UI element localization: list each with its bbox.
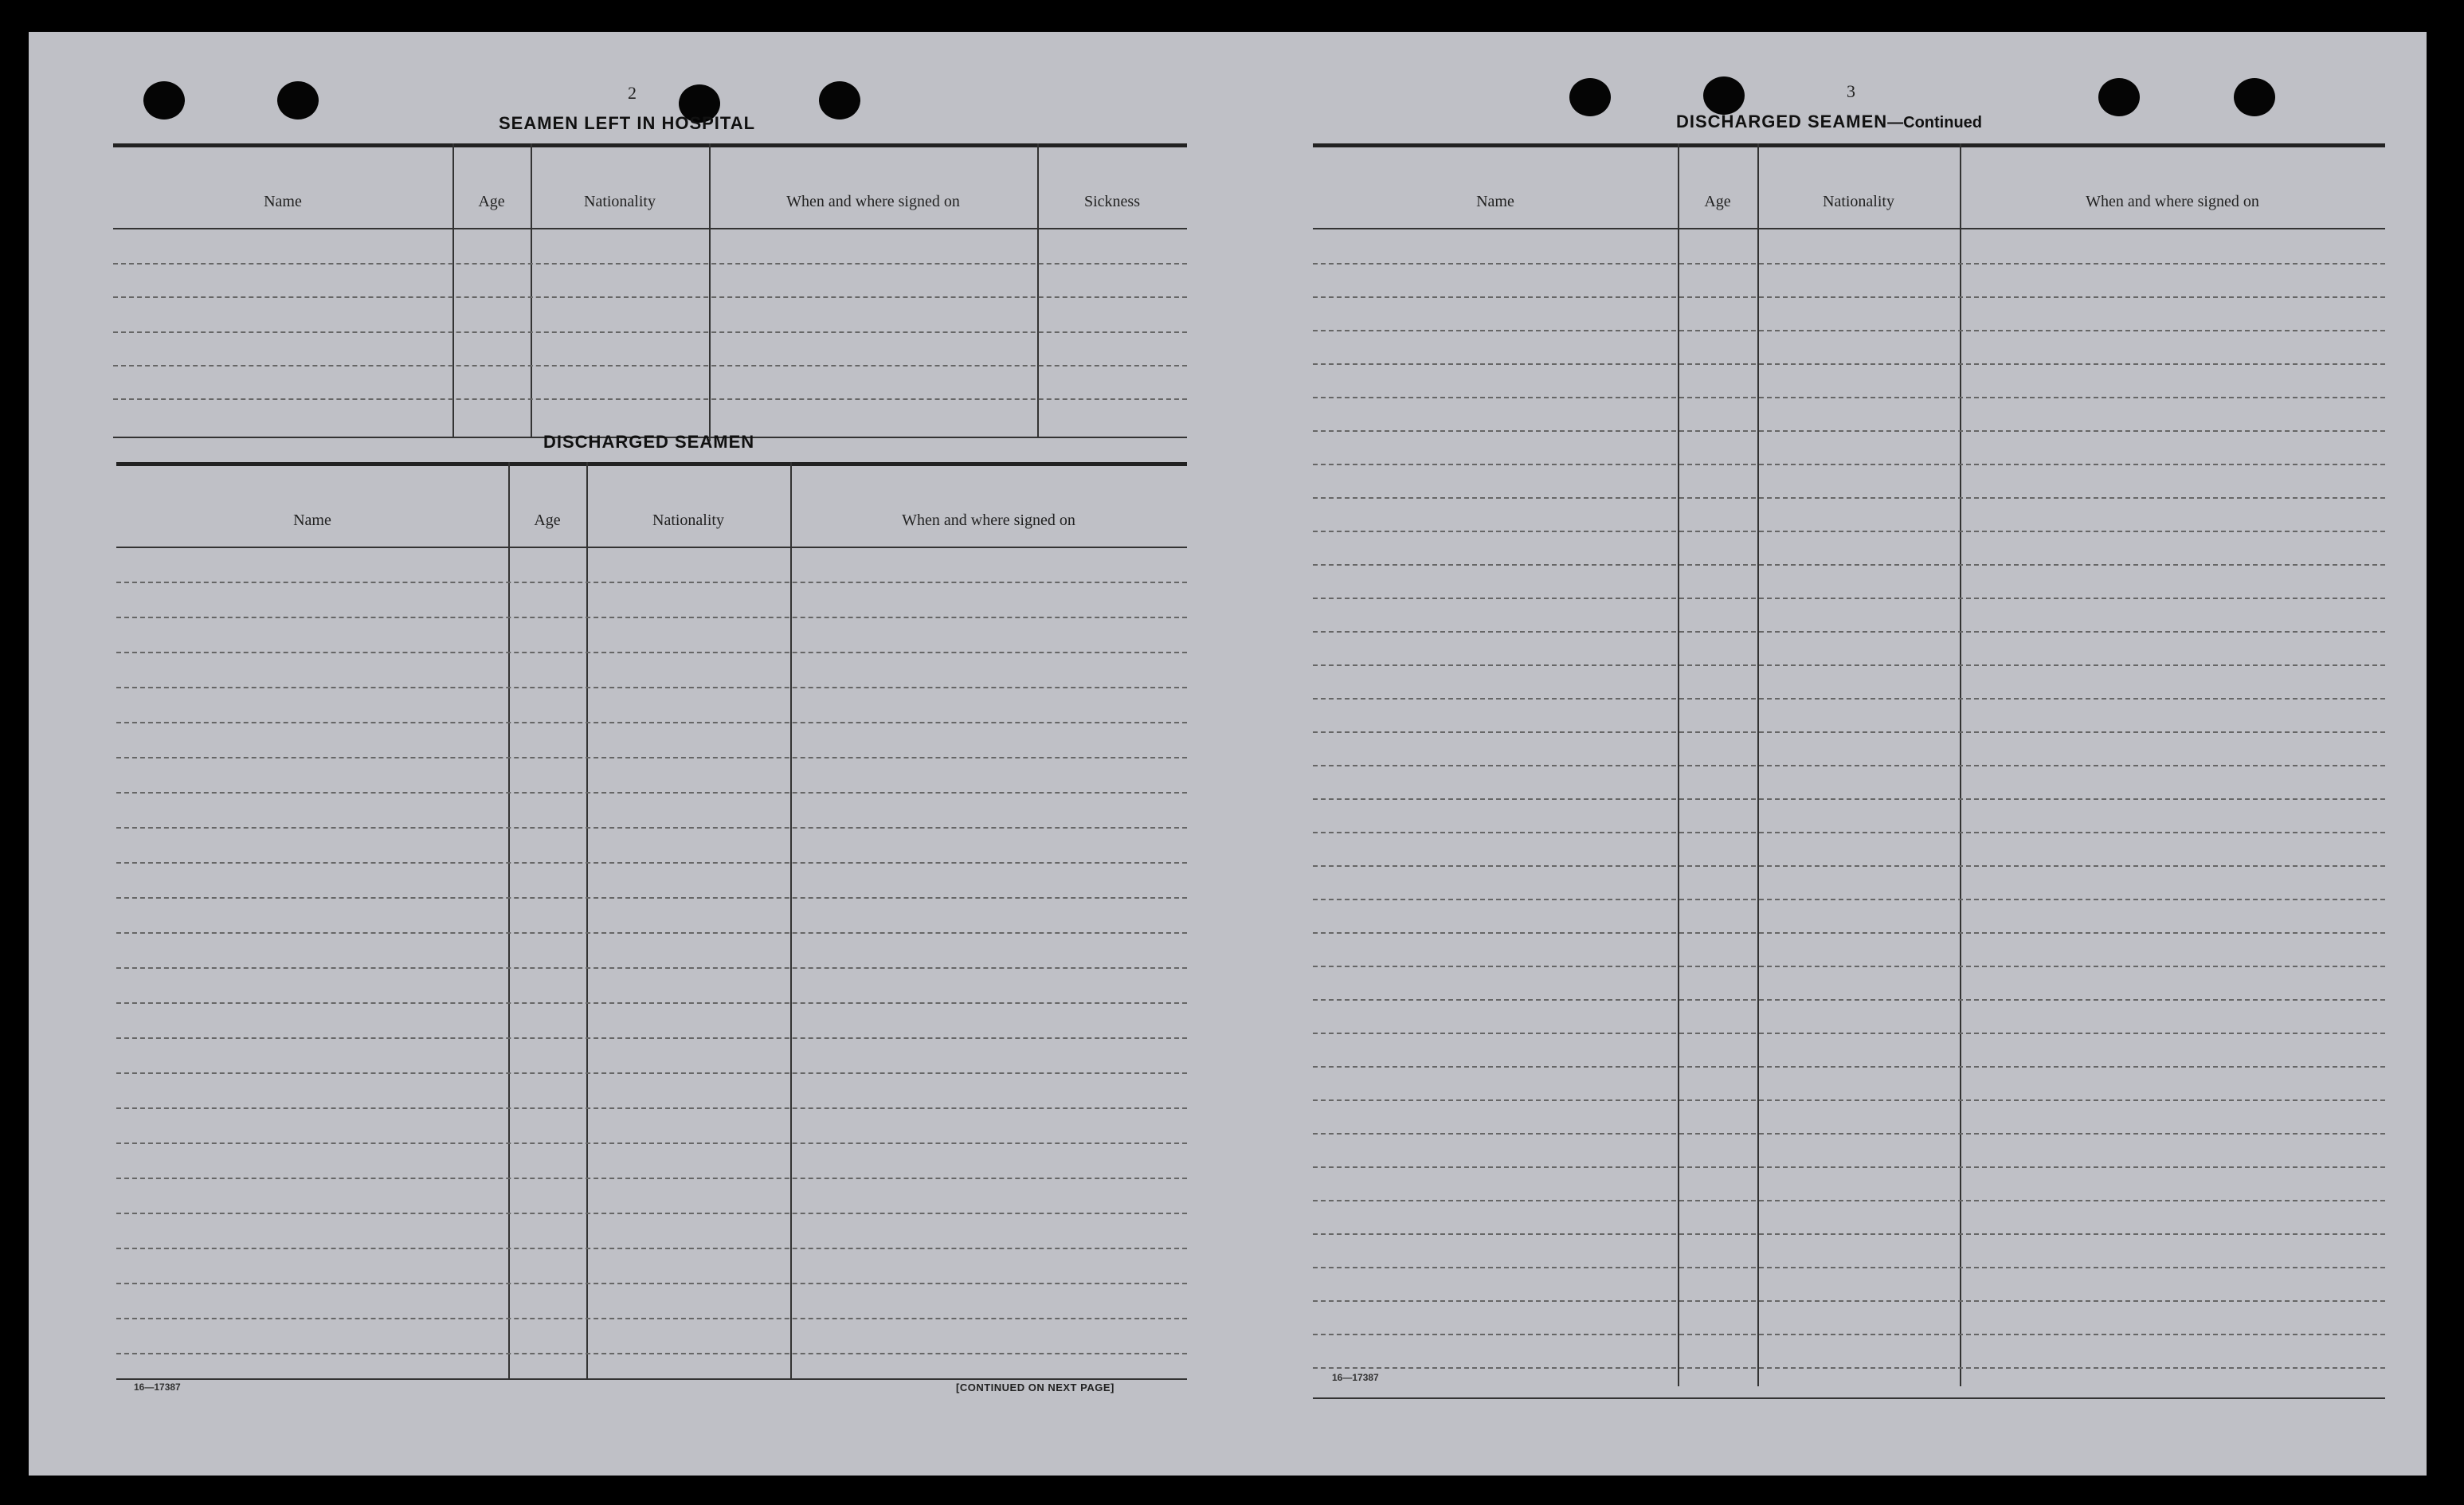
row-line [1313,330,2385,331]
row-line [1313,430,2385,432]
row-line [116,792,1187,794]
row-line [116,1248,1187,1249]
row-line [1313,1099,2385,1101]
row-line [116,1178,1187,1179]
row-line [1313,631,2385,633]
column-header-signed-on: When and where signed on [786,193,960,210]
table-bottom-rule [116,1378,1187,1380]
row-line [113,398,1187,400]
discharged-table-right [1313,143,2385,1394]
row-line [1313,497,2385,499]
row-line [116,1107,1187,1109]
discharged-continued-title [1676,112,1982,132]
row-line [1313,464,2385,465]
row-line [1313,1334,2385,1335]
row-line [116,652,1187,653]
column-header-name: Name [1476,193,1514,210]
punch-hole [2098,78,2140,116]
row-line [116,932,1187,934]
column-header-signed-on: When and where signed on [902,511,1075,529]
row-line [113,296,1187,298]
header-bottom-rule [113,228,1187,229]
header-bottom-rule [1313,228,2385,229]
row-line [1313,731,2385,733]
row-line [116,1318,1187,1319]
row-line [1313,531,2385,532]
row-line [113,365,1187,366]
ledger-sheet [29,32,2427,1476]
row-line [1313,1300,2385,1302]
row-line [113,331,1187,333]
form-number-right: 16—17387 [1332,1372,1379,1383]
row-line [1313,832,2385,833]
discharged-continued-title-main: DISCHARGED SEAMEN [1676,112,1888,131]
punch-hole [277,81,319,120]
row-line [1313,899,2385,900]
row-line [1313,1033,2385,1034]
row-line [1313,1367,2385,1369]
column-divider [1037,143,1039,438]
row-line [116,862,1187,864]
form-number-left: 16—17387 [134,1382,181,1393]
table-top-rule [1313,143,2385,147]
row-line [116,1142,1187,1144]
row-line [1313,865,2385,867]
discharged-section-title: DISCHARGED SEAMEN [543,432,755,452]
row-line [1313,1233,2385,1235]
row-line [1313,1200,2385,1201]
row-line [116,897,1187,899]
discharged-table-left [116,462,1187,1386]
column-header-sickness: Sickness [1084,193,1140,210]
hospital-table [113,143,1187,446]
row-line [1313,698,2385,700]
row-line [1313,263,2385,265]
row-line [1313,999,2385,1001]
column-divider [508,462,510,1378]
column-header-age: Age [1704,193,1731,210]
row-line [1313,932,2385,934]
page-number-left: 2 [628,83,637,103]
column-header-name: Name [264,193,302,210]
column-divider [586,462,588,1378]
row-line [116,967,1187,969]
row-line [1313,564,2385,566]
row-line [116,617,1187,618]
row-line [116,687,1187,688]
row-line [116,1072,1187,1074]
row-line [116,827,1187,829]
header-bottom-rule [116,547,1187,548]
continued-suffix: —Continued [1887,114,1983,131]
row-line [1313,1166,2385,1168]
column-divider [531,143,532,438]
row-line [116,722,1187,723]
row-line [1313,798,2385,800]
row-line [1313,664,2385,666]
column-divider [709,143,711,441]
row-line [1313,765,2385,766]
row-line [116,1213,1187,1214]
column-header-age: Age [478,193,505,210]
column-header-signed-on: When and where signed on [2086,193,2259,210]
column-header-age: Age [534,511,561,529]
row-line [1313,598,2385,599]
punch-hole [2234,78,2275,116]
column-header-nationality: Nationality [584,193,656,210]
row-line [113,263,1187,265]
table-top-rule [113,143,1187,147]
row-line [1313,1133,2385,1135]
column-header-name: Name [293,511,331,529]
row-line [1313,1267,2385,1268]
column-divider [452,143,454,438]
column-divider [790,462,792,1378]
row-line [116,1002,1187,1004]
hospital-section-title: SEAMEN LEFT IN HOSPITAL [499,113,756,133]
row-line [1313,397,2385,398]
continued-note: [CONTINUED ON NEXT PAGE] [956,1382,1114,1393]
punch-hole [143,81,185,120]
row-line [116,1037,1187,1039]
table-top-rule [116,462,1187,466]
row-line [1313,1066,2385,1068]
column-header-nationality: Nationality [1823,193,1894,210]
row-line [1313,966,2385,967]
row-line [1313,363,2385,365]
row-line [116,757,1187,758]
punch-hole [1569,78,1611,116]
row-line [116,1353,1187,1354]
column-header-nationality: Nationality [652,511,724,529]
table-bottom-rule [1313,1397,2385,1399]
row-line [116,1283,1187,1284]
punch-hole [1703,76,1745,115]
punch-hole [819,81,860,120]
page-number-right: 3 [1847,81,1855,101]
row-line [116,582,1187,583]
row-line [1313,296,2385,298]
